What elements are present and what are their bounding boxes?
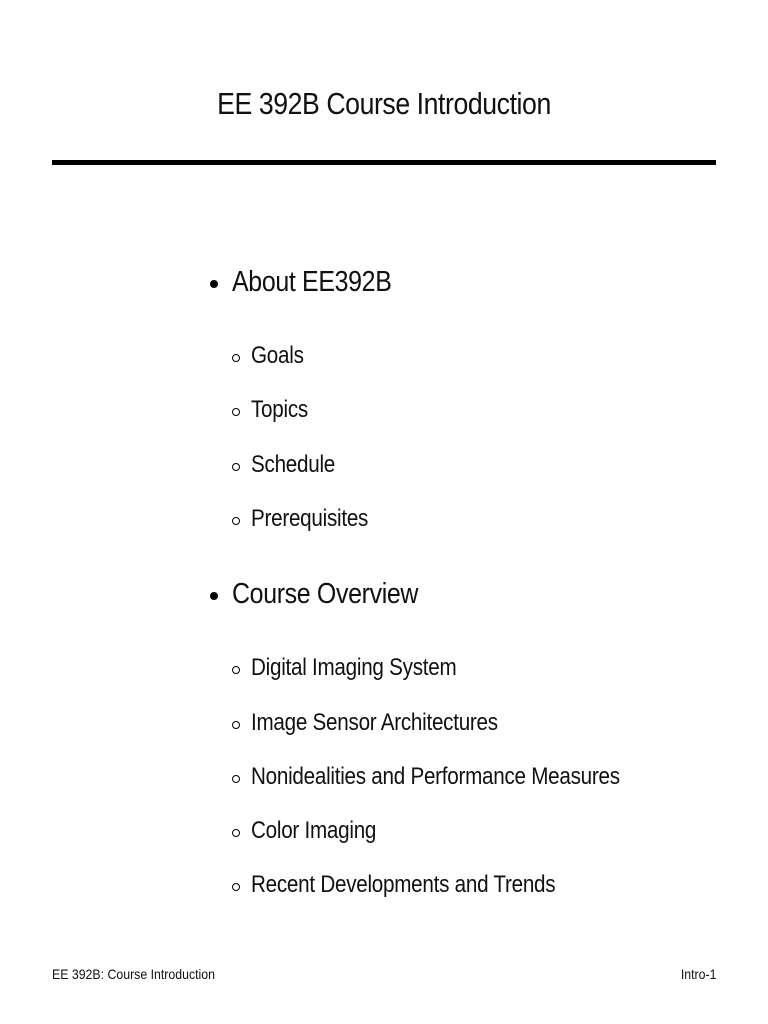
hollow-bullet-icon xyxy=(232,829,240,837)
filled-bullet-icon xyxy=(210,280,218,288)
filled-bullet-icon xyxy=(210,592,218,600)
list-item xyxy=(232,654,490,682)
footer-page-number: Intro-1 xyxy=(680,966,716,982)
hollow-bullet-icon xyxy=(232,775,240,783)
list-item xyxy=(232,396,317,424)
footer-course-label: EE 392B: Course Introduction xyxy=(52,966,216,982)
list-item xyxy=(232,451,349,479)
list-item-label: Digital Imaging System xyxy=(251,654,457,681)
hollow-bullet-icon xyxy=(232,721,240,729)
list-item xyxy=(232,763,680,791)
hollow-bullet-icon xyxy=(232,883,240,891)
hollow-bullet-icon xyxy=(232,666,240,674)
title-rule xyxy=(52,160,716,165)
list-item xyxy=(232,709,538,737)
section-heading: Course Overview xyxy=(232,578,419,610)
hollow-bullet-icon xyxy=(232,517,240,525)
hollow-bullet-icon xyxy=(232,354,240,362)
list-item-label: Schedule xyxy=(251,451,336,478)
section-heading: About EE392B xyxy=(232,266,392,298)
list-item xyxy=(232,871,605,899)
list-item-label: Recent Developments and Trends xyxy=(251,871,556,898)
list-item xyxy=(232,342,312,370)
list-item-label: Prerequisites xyxy=(251,505,369,532)
list-item-label: Goals xyxy=(251,342,304,369)
list-item-label: Topics xyxy=(251,396,308,423)
list-item-label: Image Sensor Architectures xyxy=(251,709,498,736)
section-about xyxy=(210,266,417,299)
hollow-bullet-icon xyxy=(232,408,240,416)
list-item-label: Color Imaging xyxy=(251,817,377,844)
hollow-bullet-icon xyxy=(232,463,240,471)
slide-title: EE 392B Course Introduction xyxy=(217,86,551,121)
list-item-label: Nonidealities and Performance Measures xyxy=(251,763,620,790)
list-item xyxy=(232,505,387,533)
list-item xyxy=(232,817,397,845)
section-overview xyxy=(210,578,448,611)
